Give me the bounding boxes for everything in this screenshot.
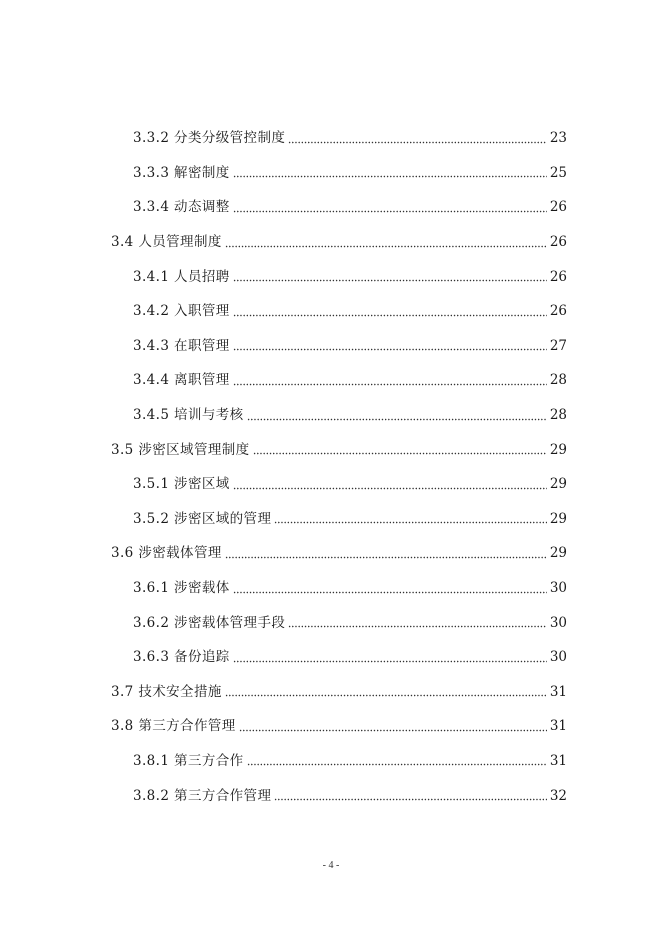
toc-section[interactable] bbox=[0, 225, 662, 260]
toc-section-page: 29 bbox=[549, 441, 567, 458]
toc-entry-page: 26 bbox=[549, 268, 567, 285]
toc-section[interactable] bbox=[0, 536, 662, 571]
toc-entry[interactable] bbox=[0, 190, 662, 225]
toc-section-title: 3.4 人员管理制度 bbox=[111, 234, 222, 251]
dot-leader bbox=[233, 478, 547, 491]
toc-section-page: 29 bbox=[549, 545, 567, 562]
toc-entry-page: 28 bbox=[549, 372, 567, 389]
toc-entry-title: 3.8.1 第三方合作 bbox=[133, 752, 244, 769]
toc-entry[interactable] bbox=[0, 259, 662, 294]
toc-entry-page: 23 bbox=[549, 130, 567, 147]
toc-entry-page: 27 bbox=[549, 337, 567, 354]
dot-leader bbox=[288, 616, 547, 629]
toc-entry[interactable] bbox=[0, 467, 662, 502]
toc-entry[interactable] bbox=[0, 605, 662, 640]
toc-entry-page: 32 bbox=[549, 787, 567, 804]
toc-entry[interactable] bbox=[0, 640, 662, 675]
dot-leader bbox=[225, 547, 547, 560]
toc-entry-page: 31 bbox=[549, 752, 567, 769]
toc-section-title: 3.6 涉密载体管理 bbox=[111, 545, 222, 562]
toc-entry-title: 3.4.5 培训与考核 bbox=[133, 407, 244, 424]
toc-entry[interactable] bbox=[0, 363, 662, 398]
toc-section-page: 26 bbox=[549, 234, 567, 251]
toc-entry[interactable] bbox=[0, 329, 662, 364]
toc-section-title: 3.8 第三方合作管理 bbox=[111, 718, 236, 735]
toc-entry-page: 30 bbox=[549, 614, 567, 631]
dot-leader bbox=[239, 720, 547, 733]
toc-entry-title: 3.4.3 在职管理 bbox=[133, 337, 230, 354]
toc-entry[interactable] bbox=[0, 502, 662, 537]
dot-leader bbox=[225, 685, 547, 698]
dot-leader bbox=[247, 409, 547, 422]
dot-leader bbox=[233, 374, 547, 387]
toc-entry[interactable] bbox=[0, 294, 662, 329]
dot-leader bbox=[247, 754, 547, 767]
toc-entry-page: 26 bbox=[549, 199, 567, 216]
toc-entry-title: 3.4.2 入职管理 bbox=[133, 303, 230, 320]
toc-entry[interactable] bbox=[0, 744, 662, 779]
toc-entry[interactable] bbox=[0, 571, 662, 606]
toc-entry[interactable] bbox=[0, 156, 662, 191]
dot-leader bbox=[233, 270, 547, 283]
dot-leader bbox=[274, 512, 547, 525]
toc-entry-title: 3.8.2 第三方合作管理 bbox=[133, 787, 272, 804]
toc-section-page: 31 bbox=[549, 683, 567, 700]
dot-leader bbox=[233, 651, 547, 664]
toc-entry-page: 28 bbox=[549, 407, 567, 424]
toc-entry-title: 3.5.1 涉密区域 bbox=[133, 476, 230, 493]
dot-leader bbox=[274, 789, 547, 802]
toc-entry-title: 3.5.2 涉密区域的管理 bbox=[133, 510, 272, 527]
dot-leader bbox=[233, 305, 547, 318]
toc-entry-title: 3.6.1 涉密载体 bbox=[133, 580, 230, 597]
toc-entry-page: 29 bbox=[549, 510, 567, 527]
toc-entry-page: 29 bbox=[549, 476, 567, 493]
toc-entry-title: 3.4.4 离职管理 bbox=[133, 372, 230, 389]
dot-leader bbox=[288, 132, 547, 145]
toc-entry-page: 30 bbox=[549, 649, 567, 666]
table-of-contents bbox=[0, 121, 662, 813]
toc-entry-page: 30 bbox=[549, 580, 567, 597]
page-number-footer: - 4 - bbox=[322, 860, 340, 871]
toc-entry-title: 3.3.2 分类分级管控制度 bbox=[133, 130, 286, 147]
toc-entry-title: 3.4.1 人员招聘 bbox=[133, 268, 230, 285]
toc-entry-page: 25 bbox=[549, 164, 567, 181]
toc-entry-title: 3.3.3 解密制度 bbox=[133, 164, 230, 181]
toc-entry[interactable] bbox=[0, 778, 662, 813]
dot-leader bbox=[233, 339, 547, 352]
toc-section-page: 31 bbox=[549, 718, 567, 735]
toc-entry-title: 3.3.4 动态调整 bbox=[133, 199, 230, 216]
toc-section-title: 3.5 涉密区域管理制度 bbox=[111, 441, 250, 458]
dot-leader bbox=[253, 443, 547, 456]
dot-leader bbox=[233, 201, 547, 214]
toc-entry-title: 3.6.3 备份追踪 bbox=[133, 649, 230, 666]
toc-section[interactable] bbox=[0, 709, 662, 744]
toc-entry[interactable] bbox=[0, 121, 662, 156]
toc-entry-page: 26 bbox=[549, 303, 567, 320]
toc-section[interactable] bbox=[0, 432, 662, 467]
toc-section-title: 3.7 技术安全措施 bbox=[111, 683, 222, 700]
dot-leader bbox=[233, 582, 547, 595]
dot-leader bbox=[225, 236, 547, 249]
toc-entry[interactable] bbox=[0, 398, 662, 433]
toc-section[interactable] bbox=[0, 675, 662, 710]
dot-leader bbox=[233, 166, 547, 179]
toc-entry-title: 3.6.2 涉密载体管理手段 bbox=[133, 614, 286, 631]
